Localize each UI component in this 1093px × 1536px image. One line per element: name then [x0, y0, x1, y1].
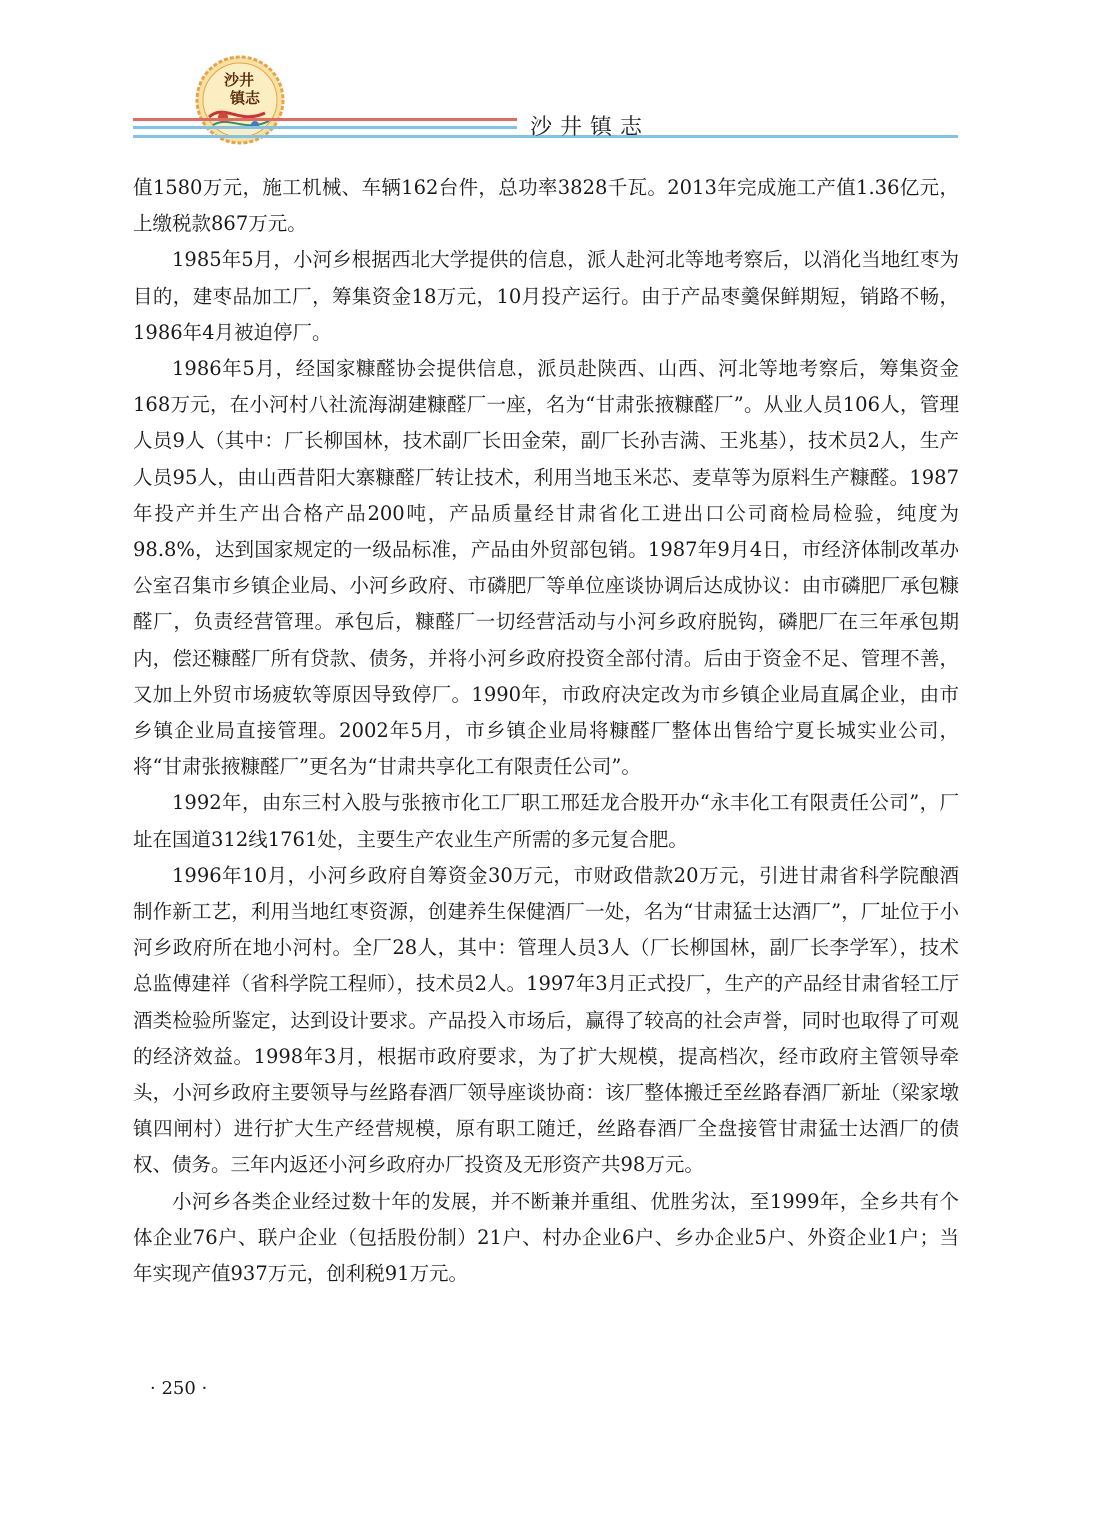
- header-rule-blue-upper: [133, 126, 517, 129]
- paragraph-enterprise-summary: 小河乡各类企业经过数十年的发展，并不断兼并重组、优胜劣汰，至1999年，全乡共有个体企业76户、联户企业（包括股份制）21户、村办企业6户、乡办企业5户、外资企业1户；当年实现产值937万元，创利税91万元。: [133, 1189, 959, 1286]
- body-text: [133, 170, 959, 1292]
- header-rule-red: [133, 118, 517, 121]
- book-logo: [195, 55, 285, 145]
- paragraph-winery: 1996年10月，小河乡政府自筹资金30万元，市财政借款20万元，引进甘肃省科学院酿酒制作新工艺，利用当地红枣资源，创建养生保健酒厂一处，名为“甘肃猛士达酒厂”，厂址位于小河乡政府所在地小河村。全厂28人，其中：管理人员3人（厂长柳国林，副厂长李学军），技术总监傅建祥（省科学院工程师），技术员2人。1997年3月正式投厂，生产的产品经甘肃省轻工厅酒类检验所鉴定，达到设计要求。产品投入市场后，赢得了较高的社会声誉，同时也取得了可观的经济效益。1998年3月，根据市政府要求，为了扩大规模，提高档次，经市政府主管领导牵头，小河乡政府主要领导与丝路春酒厂领导座谈协商：该厂整体搬迁至丝路春酒厂新址（梁家墩镇四闸村）进行扩大生产经营规模，原有职工随迁，丝路春酒厂全盘接管甘肃猛士达酒厂的债权、债务。三年内返还小河乡政府办厂投资及无形资产共98万元。: [133, 863, 959, 1177]
- page-header: [0, 0, 1093, 150]
- page-number: · 250 ·: [150, 1378, 208, 1399]
- paragraph-jujube-factory: 1985年5月，小河乡根据西北大学提供的信息，派人赴河北等地考察后，以消化当地红枣为目的，建枣品加工厂，筹集资金18万元，10月投产运行。由于产品枣羹保鲜期短，销路不畅，1986年4月被迫停厂。: [133, 248, 959, 344]
- svg-text:沙井: 沙井: [223, 71, 255, 89]
- paragraph-continued: 值1580万元，施工机械、车辆162台件，总功率3828千瓦。2013年完成施工产值1.36亿元，上缴税款867万元。: [133, 176, 959, 236]
- paragraph-yongfeng-chemical: 1992年，由东三村入股与张掖市化工厂职工邢廷龙合股开办“永丰化工有限责任公司”，厂址在国道312线1761处，主要生产农业生产所需的多元复合肥。: [133, 791, 959, 851]
- paragraph-furfural-factory: 1986年5月，经国家糠醛协会提供信息，派员赴陕西、山西、河北等地考察后，筹集资金168万元，在小河村八社流海湖建糠醛厂一座，名为“甘肃张掖糠醛厂”。从业人员106人，管理人员9人（其中：厂长柳国林，技术副厂长田金荣，副厂长孙吉满、王兆基），技术员2人，生产人员95人，由山西昔阳大寨糠醛厂转让技术，利用当地玉米芯、麦草等为原料生产糠醛。1987年投产并生产出合格产品200吨，产品质量经甘肃省化工进出口公司商检局检验，纯度为98.8%，达到国家规定的一级品标准，产品由外贸部包销。1987年9月4日，市经济体制改革办公室召集市乡镇企业局、小河乡政府、市磷肥厂等单位座谈协调后达成协议：由市磷肥厂承包糠醛厂，负责经营管理。承包后，糠醛厂一切经营活动与小河乡政府脱钩，磷肥厂在三年承包期内，偿还糠醛厂所有贷款、债务，并将小河乡政府投资全部付清。后由于资金不足、管理不善，又加上外贸市场疲软等原因导致停厂。1990年，市政府决定改为市乡镇企业局直属企业，由市乡镇企业局直接管理。2002年5月，市乡镇企业局将糠醛厂整体出售给宁夏长城实业公司，将“甘肃张掖糠醛厂”更名为“甘肃共享化工有限责任公司”。: [133, 357, 959, 779]
- book-logo-emblem: [195, 55, 285, 145]
- svg-text:镇志: 镇志: [229, 89, 261, 107]
- running-header-title: 沙井镇志: [530, 115, 651, 140]
